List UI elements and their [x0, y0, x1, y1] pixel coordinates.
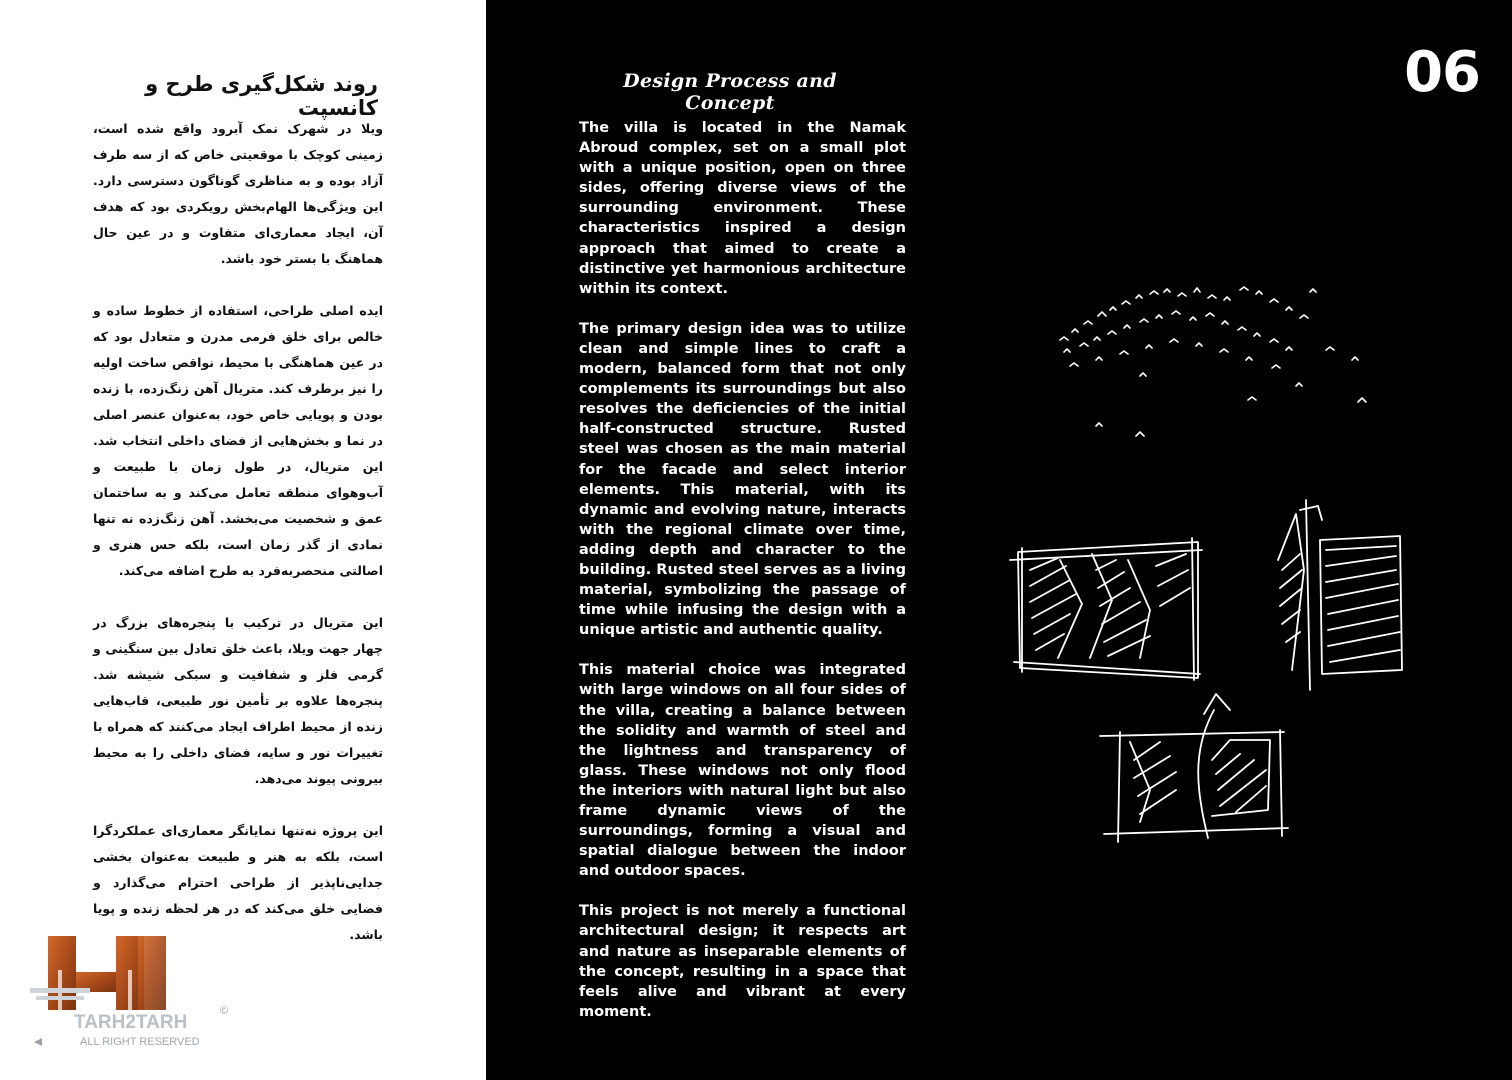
logo-tagline-text: ALL RIGHT RESERVED [80, 1036, 200, 1048]
english-paragraph: The primary design idea was to utilize clean and simple lines to craft a modern, balanced form that not only complements its surroundings but also resolves the deficiencies of the initial half-constructed structure. Rusted steel was chosen as the main material for the facade and select interior elements. This material, with its dynamic and evolving nature, interacts with the regional climate over time, adding depth and character to the building. Rusted steel serves as a living material, symbolizing the passage of time while infusing the design with a unique artistic and authentic quality. [579, 320, 906, 639]
persian-paragraph: این پروژه نه‌تنها نمایانگر معماری‌ای عملکردگرا است، بلکه به هنر و طبیعت به‌عنوان بخشی جدایی‌ناپذیر از طراحی احترام می‌گذارد و فضایی خلق می‌کند که در هر لحظه زنده و پویا باشد. [93, 823, 383, 942]
english-paragraph: The villa is located in the Namak Abroud complex, set on a small plot with a unique position, open on three sides, offering diverse views of the surrounding environment. These characteristics inspired a design approach that aimed to create a distinctive yet harmonious architecture within its context. [579, 120, 906, 297]
logo-brand-text: TARH2TARH [74, 1012, 188, 1033]
sketch-volume-left [1010, 538, 1202, 680]
logo-arrow-icon [34, 1038, 42, 1046]
english-title: Design Process and Concept [623, 70, 837, 114]
persian-paragraph: این متریال در ترکیب با پنجره‌های بزرگ در چهار جهت ویلا، باعث خلق تعادل بین سنگینی و گرمی فلز و شفافیت و سبکی شیشه شد. پنجره‌ها علاوه بر تأمین نور طبیعی، قاب‌هایی زنده از محیط اطراف ایجاد می‌کنند که همراه با تغییرات نور و سایه، فضای داخلی را به محیط بیرونی پیوند می‌دهد. [93, 615, 383, 786]
english-paragraph: This material choice was integrated with large windows on all four sides of the villa, creating a balance between the solidity and warmth of steel and the lightness and transparency of glass. These windows not only flood the interiors with natural light but also frame dynamic views of the surroundings, forming a visual and spatial dialogue between the indoor and outdoor spaces. [579, 662, 906, 880]
concept-sketch-icon [1000, 270, 1420, 860]
persian-paragraph: ویلا در شهرک نمک آبرود واقع شده است، زمینی کوچک با موقعیتی خاص که از سه طرف آزاد بوده و به مناظری گوناگون دسترسی دارد. این ویژگی‌ها الهام‌بخش رویکردی بود که هدف آن، ایجاد معماری‌ای متفاوت و در عین حال هماهنگ با بستر خود باشد. [93, 121, 383, 266]
persian-title: روند شکل‌گیری طرح و کانسپت [145, 72, 378, 120]
logo-copyright: © [220, 1005, 229, 1017]
tarh2tarh-logo [28, 930, 238, 1055]
left-page-persian [0, 0, 486, 1080]
english-body [579, 118, 906, 1042]
persian-paragraph: ایده اصلی طراحی، استفاده از خطوط ساده و خالص برای خلق فرمی مدرن و متعادل بود که در عین هماهنگی با محیط، نواقص ساخت اولیه را نیز برطرف کند. متریال آهن زنگ‌زده، با زنده بودن و پویایی خاص خود، به‌عنوان عنصر اصلی در نما و بخش‌هایی از فضای داخلی انتخاب شد. این متریال، در طول زمان با طبیعت و آب‌وهوای منطقه تعامل می‌کند و به ساختمان عمق و شخصیت می‌بخشد. آهن زنگ‌زده نه تنها نمادی از گذر زمان است، بلکه حس هنری و اصالتی منحصربه‌فرد به طرح اضافه می‌کند. [93, 303, 383, 578]
sketch-volume-bottom [1100, 694, 1288, 842]
persian-body [93, 116, 383, 974]
sketch-volume-right [1278, 500, 1402, 690]
page-number: 06 [1404, 40, 1480, 105]
birds-flock [1060, 287, 1366, 436]
english-paragraph: This project is not merely a functional architectural design; it respects art and nature as inseparable elements of the concept, resulting in a space that feels alive and vibrant at every moment. [579, 903, 906, 1020]
